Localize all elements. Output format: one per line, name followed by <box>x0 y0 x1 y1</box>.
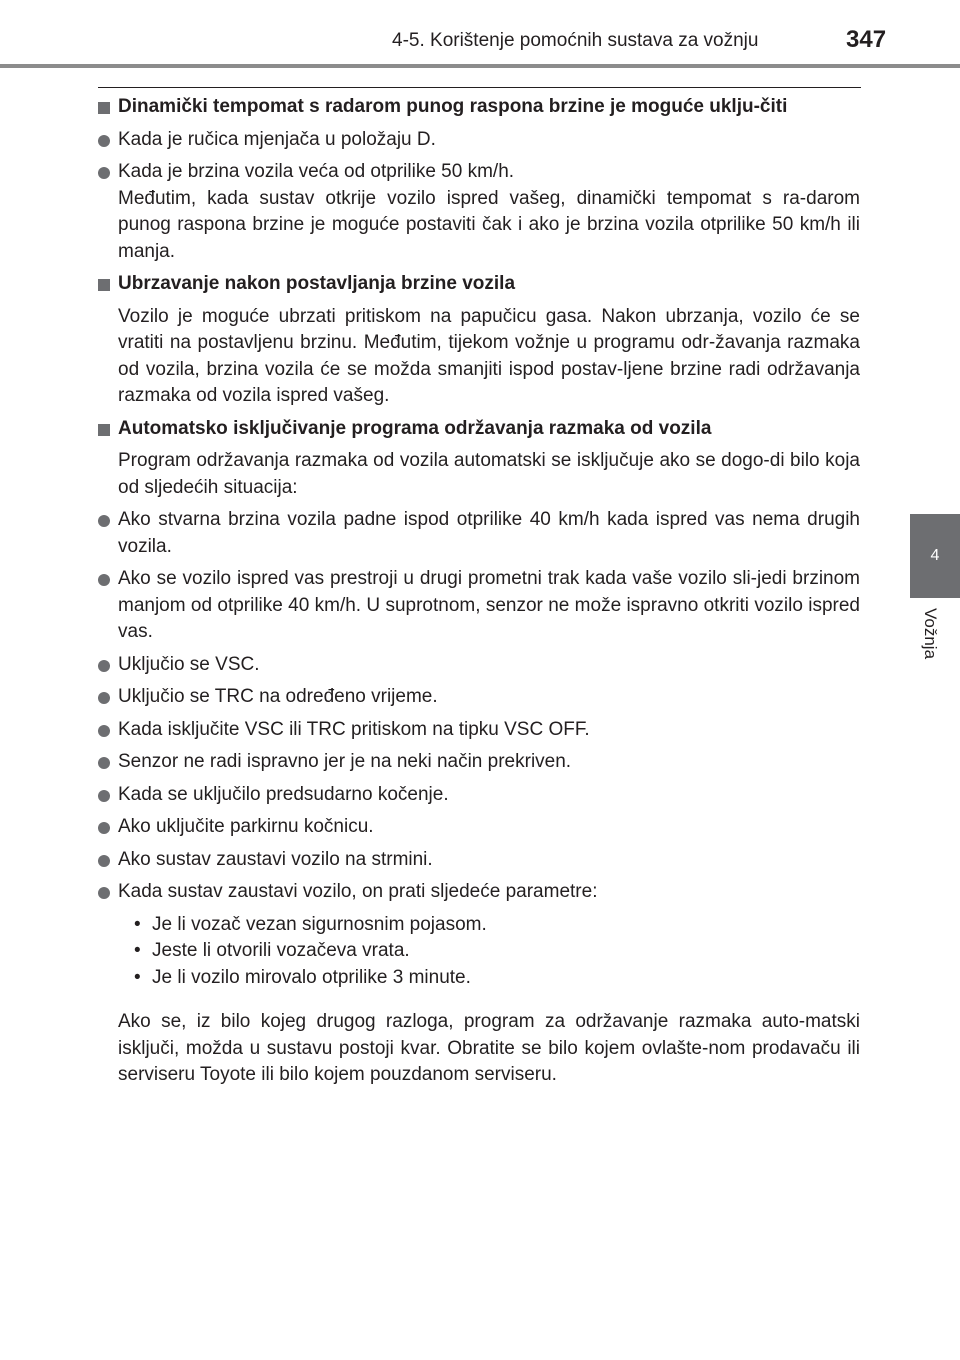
circle-bullet-icon <box>98 652 118 679</box>
list-item-text: Ako stvarna brzina vozila padne ispod otprilike 40 km/h kada ispred vas nema drugih vozila. <box>118 509 860 557</box>
list-item-text: Uključio se VSC. <box>118 653 260 675</box>
circle-bullet-icon <box>98 159 118 265</box>
list-item-text: Kada se uključilo predsudarno kočenje. <box>118 783 449 805</box>
list-item-text: Kada je ručica mjenjača u položaju D. <box>118 128 436 150</box>
list-item-text: Ako uključite parkirnu kočnicu. <box>118 816 374 837</box>
circle-bullet-icon <box>98 749 118 776</box>
list-item-text: Ako sustav zaustavi vozilo na strmini. <box>118 848 433 870</box>
section-heading-text: Ubrzavanje nakon postavljanja brzine vozila <box>118 273 516 294</box>
header-divider <box>0 64 960 68</box>
sub-list-item-text: Je li vozač vezan sigurnosnim pojasom. <box>152 913 487 935</box>
chapter-title: 4-5. Korištenje pomoćnih sustava za vožnju <box>392 30 759 51</box>
list-item-text: Uključio se TRC na određeno vrijeme. <box>118 686 438 707</box>
list-item-line: Kada je brzina vozila veća od otprilike 50 km/h. <box>118 161 515 182</box>
sub-list-item <box>134 965 860 992</box>
circle-bullet-icon <box>98 684 118 711</box>
chapter-tab[interactable]: 4 <box>910 514 960 598</box>
sub-list <box>134 912 860 992</box>
list-item-text: Kada sustav zaustavi vozilo, on prati sljedeće parametre: <box>118 881 598 902</box>
list-item <box>98 847 860 874</box>
list-item-text: Ako se vozilo ispred vas prestroji u drugi prometni trak kada vaše vozilo sli-jedi brzinom manjom od otprilike 40 km/h. U suprotnom, senzor ne može ispravno otkriti vozilo ispred vas. <box>118 568 860 642</box>
list-item <box>98 127 860 154</box>
list-item <box>98 717 860 744</box>
list-item <box>98 782 860 809</box>
circle-bullet-icon <box>98 879 118 906</box>
section-heading <box>98 271 860 298</box>
sub-list-item-text: Jeste li otvorili vozačeva vrata. <box>152 940 410 961</box>
square-bullet-icon <box>98 94 118 121</box>
list-item-text <box>118 159 860 265</box>
list-item-text: Senzor ne radi ispravno jer je na neki način prekriven. <box>118 751 572 772</box>
dot-bullet-icon: • <box>134 913 141 935</box>
section-heading-text: Automatsko isključivanje programa održavanja razmaka od vozila <box>118 417 712 439</box>
page-body <box>98 94 860 1095</box>
list-item <box>98 652 860 679</box>
dot-bullet-icon: • <box>134 940 141 961</box>
list-item-text: Kada isključite VSC ili TRC pritiskom na tipku VSC OFF. <box>118 718 590 740</box>
circle-bullet-icon <box>98 127 118 154</box>
section-heading-text: Dinamički tempomat s radarom punog raspona brzine je moguće uklju-čiti <box>118 96 788 117</box>
list-item <box>98 566 860 646</box>
list-item <box>98 879 860 906</box>
paragraph: Program održavanja razmaka od vozila automatski se isključuje ako se dogo-di bilo koja od sljedećih situacija: <box>118 450 860 498</box>
sub-list-item-text: Je li vozilo mirovalo otprilike 3 minute. <box>152 966 471 988</box>
content-divider <box>98 87 861 88</box>
circle-bullet-icon <box>98 717 118 744</box>
list-item <box>98 749 860 776</box>
list-item <box>98 507 860 560</box>
circle-bullet-icon <box>98 782 118 809</box>
circle-bullet-icon <box>98 814 118 841</box>
page-number: 347 <box>846 26 887 53</box>
list-item-note: Međutim, kada sustav otkrije vozilo ispred vašeg, dinamički tempomat s ra-darom punog raspona brzine je moguće postaviti čak i ako je brzina vozila otprilike 50 km/h ili manja. <box>118 187 860 262</box>
list-item <box>98 159 860 265</box>
section-heading <box>98 94 860 121</box>
square-bullet-icon <box>98 416 118 443</box>
circle-bullet-icon <box>98 566 118 646</box>
sub-list-item <box>134 912 860 939</box>
paragraph: Vozilo je moguće ubrzati pritiskom na papučicu gasa. Nakon ubrzanja, vozilo će se vratiti na postavljenu brzinu. Međutim, tijekom vožnje u programu odr-žavanja razmaka od vozila, brzina vozila će se možda smanjiti ispod postav-ljene brzine radi održavanja razmaka od vozila ispred vašeg. <box>118 305 860 406</box>
chapter-tab-label: Vožnja <box>921 608 940 660</box>
circle-bullet-icon <box>98 507 118 560</box>
square-bullet-icon <box>98 271 118 298</box>
circle-bullet-icon <box>98 847 118 874</box>
closing-paragraph: Ako se, iz bilo kojeg drugog razloga, program za održavanje razmaka auto-matski isključi, možda u sustavu postoji kvar. Obratite se bilo kojem ovlašte-nom prodavaču ili serviseru Toyote ili bilo kojem pouzdanom serviseru. <box>118 1011 860 1085</box>
sub-list-item <box>134 938 860 965</box>
dot-bullet-icon: • <box>134 966 141 988</box>
list-item <box>98 684 860 711</box>
list-item <box>98 814 860 841</box>
section-heading <box>98 416 860 443</box>
